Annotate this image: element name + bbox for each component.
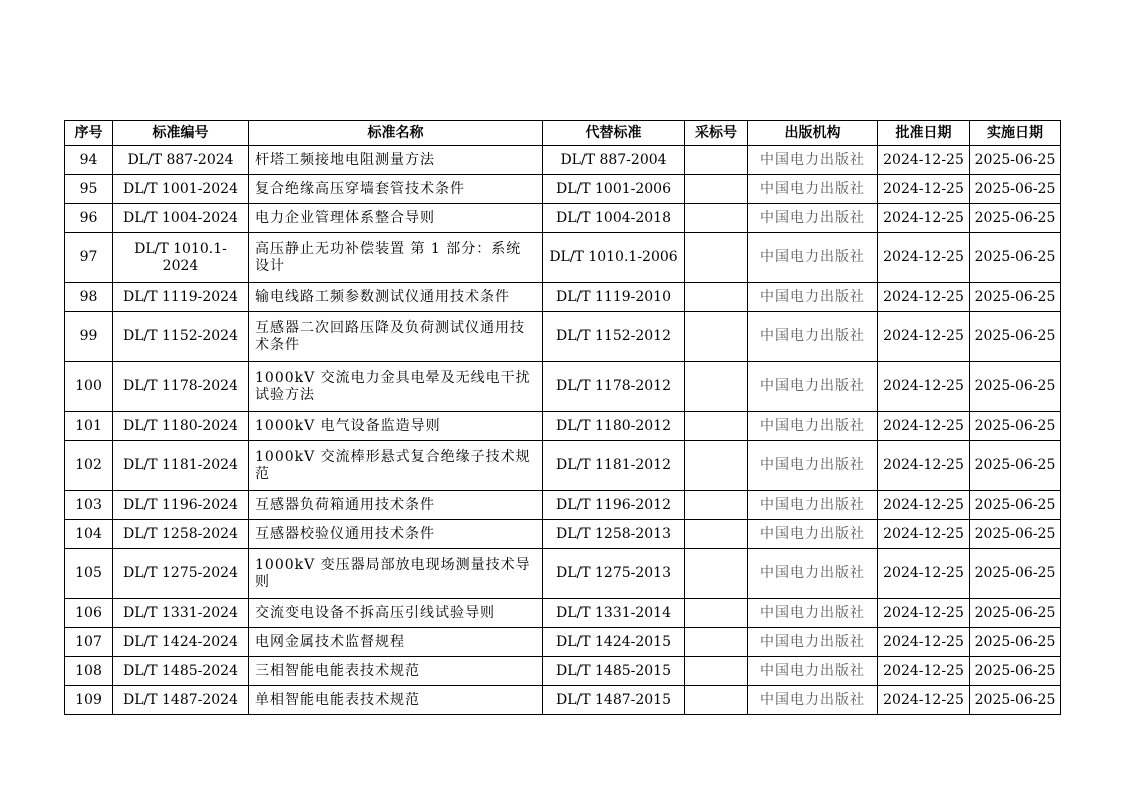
replaces-standard-cell: DL/T 887-2004 xyxy=(543,146,685,175)
standard-code-cell: DL/T 1258-2024 xyxy=(113,520,249,549)
replaces-standard-cell: DL/T 1487-2015 xyxy=(543,686,685,715)
standard-name-cell: 单相智能电能表技术规范 xyxy=(249,686,543,715)
effective-date-cell: 2025-06-25 xyxy=(970,686,1061,715)
publisher-cell: 中国电力出版社 xyxy=(748,657,878,686)
standard-code-cell: DL/T 1010.1-2024 xyxy=(113,233,249,283)
row-number-cell: 105 xyxy=(65,549,113,599)
effective-date-cell: 2025-06-25 xyxy=(970,283,1061,312)
table-row xyxy=(65,175,1061,204)
row-number-cell: 99 xyxy=(65,312,113,362)
approval-date-cell: 2024-12-25 xyxy=(878,312,970,362)
effective-date-cell: 2025-06-25 xyxy=(970,520,1061,549)
adopted-standard-cell xyxy=(685,520,748,549)
adopted-standard-cell xyxy=(685,657,748,686)
table-header-row xyxy=(65,121,1061,146)
approval-date-cell: 2024-12-25 xyxy=(878,599,970,628)
adopted-standard-cell xyxy=(685,283,748,312)
standard-name-cell: 1000kV 电气设备监造导则 xyxy=(249,412,543,441)
approval-date-cell: 2024-12-25 xyxy=(878,657,970,686)
adopted-standard-cell xyxy=(685,312,748,362)
effective-date-cell: 2025-06-25 xyxy=(970,549,1061,599)
adopted-standard-cell xyxy=(685,491,748,520)
publisher-cell: 中国电力出版社 xyxy=(748,520,878,549)
header-approved: 批准日期 xyxy=(878,121,970,146)
table-row xyxy=(65,283,1061,312)
effective-date-cell: 2025-06-25 xyxy=(970,657,1061,686)
standard-code-cell: DL/T 1196-2024 xyxy=(113,491,249,520)
standard-code-cell: DL/T 1152-2024 xyxy=(113,312,249,362)
table-row xyxy=(65,146,1061,175)
adopted-standard-cell xyxy=(685,362,748,412)
replaces-standard-cell: DL/T 1004-2018 xyxy=(543,204,685,233)
approval-date-cell: 2024-12-25 xyxy=(878,686,970,715)
standard-code-cell: DL/T 1485-2024 xyxy=(113,657,249,686)
effective-date-cell: 2025-06-25 xyxy=(970,628,1061,657)
standard-name-cell: 电网金属技术监督规程 xyxy=(249,628,543,657)
effective-date-cell: 2025-06-25 xyxy=(970,175,1061,204)
table-row xyxy=(65,412,1061,441)
replaces-standard-cell: DL/T 1275-2013 xyxy=(543,549,685,599)
approval-date-cell: 2024-12-25 xyxy=(878,175,970,204)
row-number-cell: 102 xyxy=(65,441,113,491)
publisher-cell: 中国电力出版社 xyxy=(748,599,878,628)
approval-date-cell: 2024-12-25 xyxy=(878,362,970,412)
replaces-standard-cell: DL/T 1258-2013 xyxy=(543,520,685,549)
standard-name-cell: 三相智能电能表技术规范 xyxy=(249,657,543,686)
publisher-cell: 中国电力出版社 xyxy=(748,441,878,491)
row-number-cell: 104 xyxy=(65,520,113,549)
publisher-cell: 中国电力出版社 xyxy=(748,686,878,715)
publisher-cell: 中国电力出版社 xyxy=(748,204,878,233)
replaces-standard-cell: DL/T 1424-2015 xyxy=(543,628,685,657)
adopted-standard-cell xyxy=(685,146,748,175)
header-code: 标准编号 xyxy=(113,121,249,146)
standard-name-cell: 交流变电设备不拆高压引线试验导则 xyxy=(249,599,543,628)
approval-date-cell: 2024-12-25 xyxy=(878,204,970,233)
adopted-standard-cell xyxy=(685,549,748,599)
standard-name-cell: 互感器校验仪通用技术条件 xyxy=(249,520,543,549)
table-row xyxy=(65,549,1061,599)
standard-code-cell: DL/T 1180-2024 xyxy=(113,412,249,441)
standard-name-cell: 1000kV 变压器局部放电现场测量技术导则 xyxy=(249,549,543,599)
effective-date-cell: 2025-06-25 xyxy=(970,233,1061,283)
standard-name-cell: 复合绝缘高压穿墙套管技术条件 xyxy=(249,175,543,204)
publisher-cell: 中国电力出版社 xyxy=(748,233,878,283)
row-number-cell: 97 xyxy=(65,233,113,283)
approval-date-cell: 2024-12-25 xyxy=(878,441,970,491)
standard-name-cell: 1000kV 交流电力金具电晕及无线电干扰试验方法 xyxy=(249,362,543,412)
replaces-standard-cell: DL/T 1180-2012 xyxy=(543,412,685,441)
adopted-standard-cell xyxy=(685,441,748,491)
publisher-cell: 中国电力出版社 xyxy=(748,283,878,312)
header-effective: 实施日期 xyxy=(970,121,1061,146)
standard-code-cell: DL/T 1275-2024 xyxy=(113,549,249,599)
standard-code-cell: DL/T 1424-2024 xyxy=(113,628,249,657)
standard-code-cell: DL/T 1001-2024 xyxy=(113,175,249,204)
standard-name-cell: 电力企业管理体系整合导则 xyxy=(249,204,543,233)
replaces-standard-cell: DL/T 1181-2012 xyxy=(543,441,685,491)
table-row xyxy=(65,657,1061,686)
adopted-standard-cell xyxy=(685,599,748,628)
row-number-cell: 107 xyxy=(65,628,113,657)
approval-date-cell: 2024-12-25 xyxy=(878,283,970,312)
approval-date-cell: 2024-12-25 xyxy=(878,233,970,283)
table-row xyxy=(65,686,1061,715)
publisher-cell: 中国电力出版社 xyxy=(748,549,878,599)
row-number-cell: 109 xyxy=(65,686,113,715)
row-number-cell: 94 xyxy=(65,146,113,175)
adopted-standard-cell xyxy=(685,686,748,715)
adopted-standard-cell xyxy=(685,412,748,441)
effective-date-cell: 2025-06-25 xyxy=(970,599,1061,628)
effective-date-cell: 2025-06-25 xyxy=(970,441,1061,491)
adopted-standard-cell xyxy=(685,204,748,233)
approval-date-cell: 2024-12-25 xyxy=(878,412,970,441)
row-number-cell: 95 xyxy=(65,175,113,204)
approval-date-cell: 2024-12-25 xyxy=(878,520,970,549)
publisher-cell: 中国电力出版社 xyxy=(748,175,878,204)
replaces-standard-cell: DL/T 1010.1-2006 xyxy=(543,233,685,283)
standard-code-cell: DL/T 1487-2024 xyxy=(113,686,249,715)
publisher-cell: 中国电力出版社 xyxy=(748,312,878,362)
adopted-standard-cell xyxy=(685,175,748,204)
standard-name-cell: 杆塔工频接地电阻测量方法 xyxy=(249,146,543,175)
header-no: 序号 xyxy=(65,121,113,146)
row-number-cell: 98 xyxy=(65,283,113,312)
table-row xyxy=(65,362,1061,412)
standards-table xyxy=(64,120,1061,715)
standard-name-cell: 1000kV 交流棒形悬式复合绝缘子技术规范 xyxy=(249,441,543,491)
header-replaces: 代替标准 xyxy=(543,121,685,146)
effective-date-cell: 2025-06-25 xyxy=(970,491,1061,520)
table-row xyxy=(65,233,1061,283)
table-row xyxy=(65,628,1061,657)
table-row xyxy=(65,312,1061,362)
standard-name-cell: 互感器负荷箱通用技术条件 xyxy=(249,491,543,520)
standard-code-cell: DL/T 887-2024 xyxy=(113,146,249,175)
approval-date-cell: 2024-12-25 xyxy=(878,491,970,520)
publisher-cell: 中国电力出版社 xyxy=(748,491,878,520)
approval-date-cell: 2024-12-25 xyxy=(878,549,970,599)
replaces-standard-cell: DL/T 1196-2012 xyxy=(543,491,685,520)
publisher-cell: 中国电力出版社 xyxy=(748,146,878,175)
standard-code-cell: DL/T 1331-2024 xyxy=(113,599,249,628)
standard-code-cell: DL/T 1119-2024 xyxy=(113,283,249,312)
standard-code-cell: DL/T 1181-2024 xyxy=(113,441,249,491)
approval-date-cell: 2024-12-25 xyxy=(878,628,970,657)
effective-date-cell: 2025-06-25 xyxy=(970,362,1061,412)
effective-date-cell: 2025-06-25 xyxy=(970,204,1061,233)
standard-name-cell: 高压静止无功补偿装置 第 1 部分：系统设计 xyxy=(249,233,543,283)
standard-code-cell: DL/T 1178-2024 xyxy=(113,362,249,412)
effective-date-cell: 2025-06-25 xyxy=(970,146,1061,175)
replaces-standard-cell: DL/T 1485-2015 xyxy=(543,657,685,686)
publisher-cell: 中国电力出版社 xyxy=(748,362,878,412)
replaces-standard-cell: DL/T 1119-2010 xyxy=(543,283,685,312)
table-row xyxy=(65,599,1061,628)
adopted-standard-cell xyxy=(685,628,748,657)
header-publisher: 出版机构 xyxy=(748,121,878,146)
table-row xyxy=(65,491,1061,520)
row-number-cell: 96 xyxy=(65,204,113,233)
replaces-standard-cell: DL/T 1001-2006 xyxy=(543,175,685,204)
table-row xyxy=(65,204,1061,233)
row-number-cell: 103 xyxy=(65,491,113,520)
publisher-cell: 中国电力出版社 xyxy=(748,412,878,441)
adopted-standard-cell xyxy=(685,233,748,283)
header-name: 标准名称 xyxy=(249,121,543,146)
header-adopted: 采标号 xyxy=(685,121,748,146)
standard-name-cell: 互感器二次回路压降及负荷测试仪通用技术条件 xyxy=(249,312,543,362)
effective-date-cell: 2025-06-25 xyxy=(970,312,1061,362)
row-number-cell: 108 xyxy=(65,657,113,686)
standard-code-cell: DL/T 1004-2024 xyxy=(113,204,249,233)
replaces-standard-cell: DL/T 1152-2012 xyxy=(543,312,685,362)
effective-date-cell: 2025-06-25 xyxy=(970,412,1061,441)
row-number-cell: 101 xyxy=(65,412,113,441)
row-number-cell: 100 xyxy=(65,362,113,412)
approval-date-cell: 2024-12-25 xyxy=(878,146,970,175)
standard-name-cell: 输电线路工频参数测试仪通用技术条件 xyxy=(249,283,543,312)
replaces-standard-cell: DL/T 1178-2012 xyxy=(543,362,685,412)
row-number-cell: 106 xyxy=(65,599,113,628)
publisher-cell: 中国电力出版社 xyxy=(748,628,878,657)
replaces-standard-cell: DL/T 1331-2014 xyxy=(543,599,685,628)
table-row xyxy=(65,520,1061,549)
table-row xyxy=(65,441,1061,491)
